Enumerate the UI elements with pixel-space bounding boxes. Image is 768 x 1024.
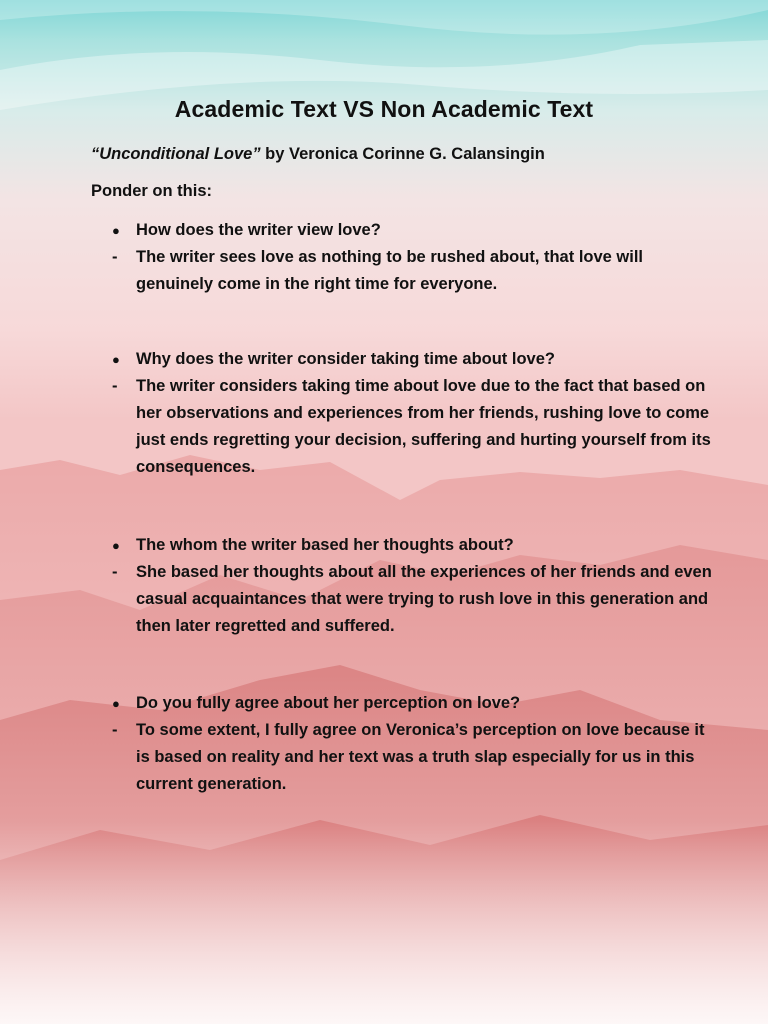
author-line: by Veronica Corinne G. Calansingin xyxy=(260,145,545,163)
answer-text: The writer considers taking time about love due to the fact that based on her observations and experiences from her friends, rushing love to come just ends regretting your decision, suffering and hurting yourself from its consequences. xyxy=(136,377,711,476)
answer-text: To some extent, I fully agree on Veronica’s perception on love because it is based on reality and her text was a truth slap especially for us in this current generation. xyxy=(136,721,705,793)
question-text: Why does the writer consider taking time about love? xyxy=(136,350,555,368)
question xyxy=(112,690,712,717)
dash-marker: - xyxy=(112,248,118,266)
question-text: The whom the writer based her thoughts about? xyxy=(136,536,514,554)
question-text: Do you fully agree about her perception on love? xyxy=(136,694,521,712)
dash-marker: - xyxy=(112,563,118,581)
answer xyxy=(112,373,712,481)
bullet-icon: ● xyxy=(112,223,120,238)
work-title: “Unconditional Love” xyxy=(91,145,261,163)
question-text: How does the writer view love? xyxy=(136,221,381,239)
question xyxy=(112,532,712,559)
bullet-icon: ● xyxy=(112,538,120,553)
question xyxy=(112,217,712,244)
qa-item xyxy=(112,532,712,640)
document-title: Academic Text VS Non Academic Text xyxy=(174,96,594,122)
ponder-label: Ponder on this: xyxy=(91,182,212,200)
qa-item xyxy=(112,346,712,481)
bullet-icon: ● xyxy=(112,696,120,711)
qa-item xyxy=(112,217,712,298)
answer-text: The writer sees love as nothing to be rushed about, that love will genuinely come in the right time for everyone. xyxy=(136,248,644,293)
answer xyxy=(112,244,712,298)
answer-text: She based her thoughts about all the experiences of her friends and even casual acquaintances that were trying to rush love in this generation and then later regretted and suffered. xyxy=(136,563,712,635)
dash-marker: - xyxy=(112,377,118,395)
work-citation xyxy=(91,145,545,164)
answer xyxy=(112,717,712,798)
bullet-icon: ● xyxy=(112,352,120,367)
dash-marker: - xyxy=(112,721,118,739)
answer xyxy=(112,559,712,640)
question xyxy=(112,346,712,373)
qa-item xyxy=(112,690,712,798)
